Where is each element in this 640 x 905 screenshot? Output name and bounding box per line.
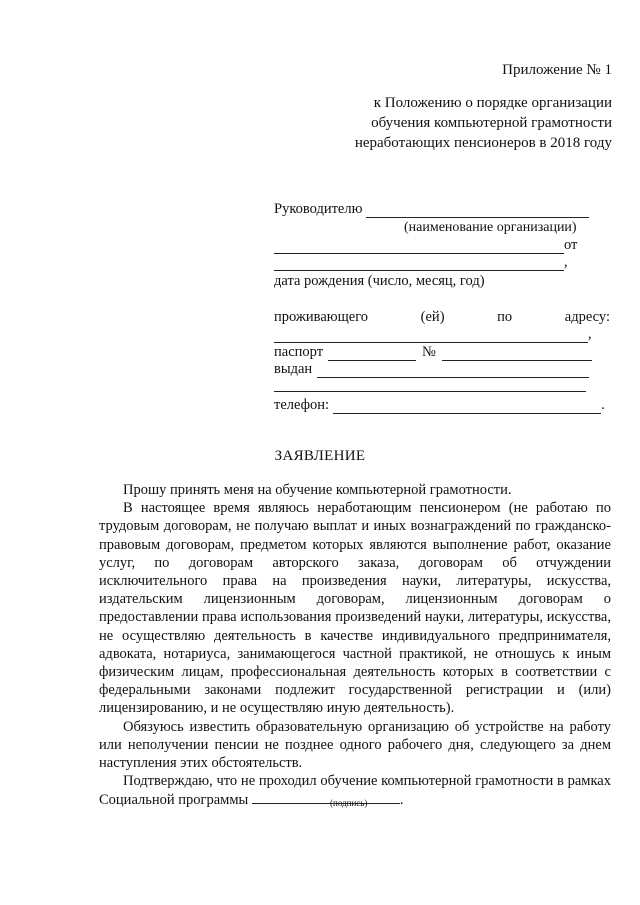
confirmation-text: Подтверждаю, что не проходил обучение компьютерной грамотности в рамках Социальной программы xyxy=(99,773,611,809)
sender-name-field[interactable] xyxy=(274,239,564,254)
passport-series-field[interactable] xyxy=(328,346,416,361)
phone-label: телефон: xyxy=(274,397,330,413)
document-title: ЗАЯВЛЕНИЕ xyxy=(274,448,366,464)
issued-row-2 xyxy=(274,377,610,392)
from-label: от xyxy=(564,237,578,253)
birth-date-label: дата рождения (число, месяц, год) xyxy=(274,273,485,289)
residence-row xyxy=(274,308,610,326)
reference-line: обучения компьютерной грамотности xyxy=(371,115,612,131)
passport-label: паспорт xyxy=(274,344,324,360)
application-body xyxy=(99,481,611,810)
residence-word: проживающего xyxy=(274,309,369,325)
residence-word: адресу: xyxy=(564,309,610,325)
organization-caption: (наименование организации) xyxy=(404,220,577,235)
paragraph: Обязуюсь известить образовательную организацию об устройстве на работу или неполучении пенсии не позднее одного рабочего дня, следующего за днем наступления этих обстоятельств. xyxy=(99,718,611,772)
number-sign: № xyxy=(422,344,436,360)
period: . xyxy=(399,792,404,809)
appendix-number: Приложение № 1 xyxy=(502,62,612,78)
address-row xyxy=(274,325,610,343)
issued-by-field[interactable] xyxy=(317,363,589,378)
comma: , xyxy=(588,326,592,342)
addressee-label: Руководителю xyxy=(274,201,363,217)
comma: , xyxy=(564,254,568,270)
organization-field[interactable] xyxy=(366,203,589,218)
sender-row xyxy=(274,236,610,254)
sender-name-field-2[interactable] xyxy=(274,256,564,271)
reference-line: к Положению о порядке организации xyxy=(373,95,612,111)
passport-row xyxy=(274,343,610,361)
period: . xyxy=(601,397,605,413)
signature-field[interactable] xyxy=(252,790,400,804)
issued-label: выдан xyxy=(274,361,313,377)
paragraph: В настоящее время являюсь неработающим пенсионером (не работаю по трудовым договорам, не получаю выплат и иных вознаграждений по гражданско-правовым договорам, предметом которых являются выполнение работ, оказание услуг, по договорам авторского заказа, договорам об отчуждении исключительного права на произведения науки, литературы, искусства, издательским лицензионным договорам, лицензионным договорам о предоставлении права использования произведений науки, литературы, искусства, не осуществляю деятельность в качестве индивидуального предпринимателя, адвоката, нотариуса, занимающегося частной практикой, не отношусь к иным физическим лицам, профессиональная деятельность которых в соответствии с федеральными законами подлежит государственной регистрации и (или) лицензированию, и не осуществляю иную деятельность). xyxy=(99,500,611,717)
passport-number-field[interactable] xyxy=(442,346,592,361)
residence-word: (ей) xyxy=(420,309,445,325)
paragraph: Прошу принять меня на обучение компьютерной грамотности. xyxy=(123,482,512,498)
reference-line: неработающих пенсионеров в 2018 году xyxy=(354,135,612,151)
phone-field[interactable] xyxy=(333,399,601,414)
regulation-reference xyxy=(355,93,612,153)
phone-row xyxy=(274,396,610,414)
issued-by-field-2[interactable] xyxy=(274,377,586,392)
signature-caption: (подпись) xyxy=(330,798,368,808)
residence-word: по xyxy=(497,309,513,325)
address-field[interactable] xyxy=(274,328,588,343)
addressee-row xyxy=(274,200,610,218)
issued-row xyxy=(274,360,610,378)
sender-name-row-2 xyxy=(274,253,610,271)
